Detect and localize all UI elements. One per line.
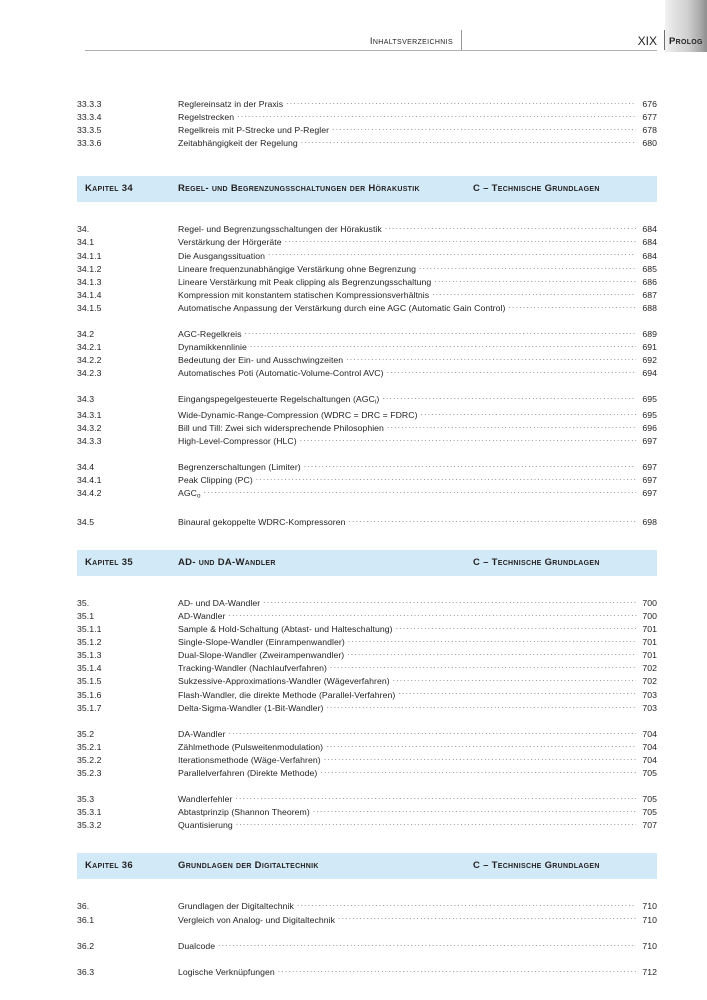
toc-entry-page-number: 705 — [642, 794, 657, 805]
toc-group — [77, 793, 657, 832]
toc-entry-number: 34.1.2 — [77, 263, 102, 274]
toc-entry-number: 34.5 — [77, 516, 95, 527]
toc-entry[interactable] — [77, 636, 657, 649]
toc-leader-dots — [304, 461, 636, 470]
toc-entry-number: 34.3.2 — [77, 422, 102, 433]
toc-leader-dots — [348, 636, 636, 645]
toc-entry-label — [178, 393, 379, 408]
toc-entry-label: Wandlerfehler — [178, 794, 233, 805]
toc-entry-number: 35.3 — [77, 794, 95, 805]
toc-entry-label: Single-Slope-Wandler (Einrampenwandler) — [178, 637, 345, 648]
toc-entry-label: Grundlagen der Digitaltechnik — [178, 901, 294, 912]
toc-entry-number: 35.3.2 — [77, 820, 102, 831]
toc-entry[interactable] — [77, 793, 657, 806]
chapter-band-spacer — [77, 576, 657, 597]
page-running-header — [0, 0, 707, 60]
toc-entry-page-number: 701 — [642, 637, 657, 648]
toc-leader-dots — [256, 474, 636, 483]
toc-entry-number: 35.2.2 — [77, 754, 102, 765]
toc-entry[interactable] — [77, 940, 657, 953]
table-of-contents — [77, 98, 657, 979]
toc-entry[interactable] — [77, 819, 657, 832]
toc-leader-dots — [396, 623, 636, 632]
toc-entry[interactable] — [77, 111, 657, 124]
toc-entry-page-number: 712 — [642, 966, 657, 977]
toc-leader-dots — [382, 393, 635, 402]
toc-entry[interactable] — [77, 263, 657, 276]
toc-leader-dots — [218, 940, 635, 949]
toc-entry-page-number: 703 — [642, 689, 657, 700]
toc-leader-dots — [346, 354, 635, 363]
toc-entry-label: Tracking-Wandler (Nachlaufverfahren) — [178, 663, 327, 674]
toc-entry[interactable] — [77, 806, 657, 819]
toc-entry[interactable] — [77, 487, 657, 502]
toc-entry-page-number: 684 — [642, 224, 657, 235]
toc-entry-number: 35.1.5 — [77, 676, 102, 687]
toc-entry-page-number: 701 — [642, 624, 657, 635]
toc-leader-dots — [263, 597, 635, 606]
toc-entry-label: Dualcode — [178, 940, 216, 951]
toc-entry-page-number: 697 — [642, 436, 657, 447]
toc-entry-number: 34.3 — [77, 394, 95, 405]
chapter-title: AD- und DA-Wandler — [178, 556, 276, 568]
toc-leader-dots — [278, 966, 636, 975]
toc-leader-dots — [324, 754, 636, 763]
toc-leader-dots — [286, 98, 635, 107]
toc-entry-label: Die Ausgangssituation — [178, 250, 266, 261]
toc-entry-number: 33.3.5 — [77, 125, 102, 136]
toc-leader-dots — [385, 223, 636, 232]
toc-entry-number: 34.2.3 — [77, 368, 102, 379]
toc-leader-dots — [347, 649, 635, 658]
toc-leader-dots — [244, 328, 635, 337]
toc-entry[interactable] — [77, 702, 657, 715]
toc-entry-label: Automatische Anpassung der Verstärkung durch eine AGC (Automatic Gain Control) — [178, 302, 506, 313]
toc-leader-dots — [326, 702, 635, 711]
toc-entry[interactable] — [77, 741, 657, 754]
toc-entry[interactable] — [77, 623, 657, 636]
toc-entry-label: Sukzessive-Approximations-Wandler (Wägeverfahren) — [178, 676, 390, 687]
toc-entry-label: Abtastprinzip (Shannon Theorem) — [178, 807, 310, 818]
toc-entry-number: 34.4.1 — [77, 475, 102, 486]
toc-entry-page-number: 689 — [642, 329, 657, 340]
toc-entry[interactable] — [77, 223, 657, 236]
toc-entry-number: 34.3.1 — [77, 409, 102, 420]
toc-entry-page-number: 684 — [642, 237, 657, 248]
toc-entry[interactable] — [77, 250, 657, 263]
toc-entry-label: Kompression mit konstantem statischen Kompressionsverhältnis — [178, 289, 430, 300]
chapter-band-spacer — [77, 202, 657, 223]
toc-entry-page-number: 678 — [642, 125, 657, 136]
toc-entry-page-number: 704 — [642, 754, 657, 765]
toc-entry-number: 35.1.7 — [77, 702, 102, 713]
toc-leader-dots — [229, 728, 636, 737]
toc-entry-label: Peak Clipping (PC) — [178, 475, 253, 486]
toc-entry-label: Lineare frequenzunabhängige Verstärkung ohne Begrenzung — [178, 263, 416, 274]
toc-leader-dots — [432, 289, 635, 298]
toc-entry-page-number: 700 — [642, 611, 657, 621]
toc-entry-label: Reglereinsatz in der Praxis — [178, 99, 284, 109]
toc-leader-dots — [204, 487, 636, 496]
toc-entry[interactable] — [77, 675, 657, 688]
toc-entry-number: 36.2 — [77, 940, 95, 951]
toc-leader-dots — [268, 250, 635, 259]
toc-entry-label: Regelstrecken — [178, 112, 235, 123]
toc-leader-dots — [297, 900, 636, 909]
toc-entry-page-number: 702 — [642, 663, 657, 674]
toc-entry-label: Vergleich von Analog- und Digitaltechnik — [178, 914, 336, 925]
toc-entry-number: 34.4.2 — [77, 488, 102, 499]
toc-entry-page-number: 697 — [642, 462, 657, 473]
toc-leader-dots — [326, 741, 635, 750]
toc-entry[interactable] — [77, 610, 657, 623]
chapter-number-label: Kapitel 34 — [85, 183, 133, 195]
toc-entry-number: 34.1.3 — [77, 276, 102, 287]
toc-entry[interactable] — [77, 435, 657, 448]
toc-entry-page-number: 705 — [642, 807, 657, 818]
toc-leader-dots — [229, 610, 639, 619]
toc-entry-label: Wide-Dynamic-Range-Compression (WDRC = DRC = FDRC) — [178, 409, 418, 420]
chapter-band-spacer — [77, 879, 657, 900]
toc-entry-label: Binaural gekoppelte WDRC-Kompressoren — [178, 516, 346, 527]
toc-group — [77, 393, 657, 448]
toc-group-spacer — [77, 780, 657, 793]
toc-entry-label: AD-Wandler — [178, 611, 226, 621]
toc-entry-page-number: 677 — [642, 112, 657, 123]
toc-entry-number: 35.2.1 — [77, 741, 102, 752]
toc-entry-label: Sample & Hold-Schaltung (Abtast- und Halteschaltung) — [178, 624, 393, 635]
toc-entry[interactable] — [77, 98, 657, 111]
header-tab-label: Prolog — [669, 36, 703, 47]
toc-entry-page-number: 701 — [642, 650, 657, 661]
chapter-number-label: Kapitel 36 — [85, 860, 133, 872]
toc-leader-dots — [300, 435, 636, 444]
toc-entry[interactable] — [77, 914, 657, 927]
toc-leader-dots — [338, 914, 635, 923]
toc-entry[interactable] — [77, 754, 657, 767]
toc-entry-number: 35.1.1 — [77, 624, 102, 635]
toc-entry-number: 34.1.1 — [77, 250, 102, 261]
toc-entry-page-number: 703 — [642, 702, 657, 713]
toc-entry-label: Zählmethode (Pulsweitenmodulation) — [178, 741, 324, 752]
toc-entry[interactable] — [77, 137, 657, 150]
toc-entry-page-number: 710 — [642, 901, 657, 912]
toc-group-spacer — [77, 715, 657, 728]
chapter-part-label: C – Technische Grundlagen — [473, 183, 600, 195]
toc-entry-label: AGC-Regelkreis — [178, 329, 242, 340]
toc-entry-page-number: 702 — [642, 676, 657, 687]
toc-entry[interactable] — [77, 328, 657, 341]
toc-entry-label-text: Eingangspegelgesteuerte Regelschaltungen (AGC — [178, 394, 375, 405]
toc-entry-label: Bedeutung der Ein- und Ausschwingzeiten — [178, 355, 344, 366]
toc-entry[interactable] — [77, 422, 657, 435]
toc-entry[interactable] — [77, 662, 657, 675]
toc-leader-dots — [285, 236, 636, 245]
toc-group-spacer — [77, 380, 657, 393]
toc-entry-number: 33.3.4 — [77, 112, 102, 123]
chapter-header-band — [77, 176, 657, 202]
toc-entry-label: DA-Wandler — [178, 728, 226, 739]
toc-entry-label: Lineare Verstärkung mit Peak clipping als Begrenzungsschaltung — [178, 276, 432, 287]
toc-entry-label: Iterationsmethode (Wäge-Verfahren) — [178, 754, 321, 765]
toc-entry-number: 36.3 — [77, 966, 95, 977]
toc-entry-label-subscript: o — [196, 492, 201, 500]
toc-entry[interactable] — [77, 302, 657, 315]
toc-leader-dots — [421, 409, 636, 418]
toc-entry-page-number: 697 — [642, 488, 657, 499]
toc-group-spacer — [77, 953, 657, 966]
toc-leader-dots — [434, 276, 635, 285]
toc-group-spacer — [77, 927, 657, 940]
toc-entry-label: Logische Verknüpfungen — [178, 966, 275, 977]
toc-entry-number: 36.1 — [77, 914, 95, 925]
toc-entry[interactable] — [77, 597, 657, 610]
toc-entry-number: 35. — [77, 597, 90, 608]
toc-entry-page-number: 687 — [642, 289, 657, 300]
toc-entry-label: Regelkreis mit P-Strecke und P-Regler — [178, 125, 330, 136]
toc-entry-page-number: 705 — [642, 768, 657, 779]
toc-entry[interactable] — [77, 516, 657, 529]
toc-entry-label: Delta-Sigma-Wandler (1-Bit-Wandler) — [178, 702, 324, 713]
toc-entry-page-number: 707 — [642, 820, 657, 831]
toc-entry-label: Dynamikkennlinie — [178, 342, 247, 353]
toc-entry[interactable] — [77, 236, 657, 249]
toc-entry-number: 35.1 — [77, 611, 95, 621]
toc-entry-label — [178, 487, 201, 502]
toc-entry[interactable] — [77, 289, 657, 302]
toc-entry-page-number: 688 — [642, 302, 657, 313]
toc-group — [77, 223, 657, 315]
toc-group — [77, 728, 657, 780]
toc-entry-page-number: 704 — [642, 728, 657, 739]
toc-entry[interactable] — [77, 689, 657, 702]
toc-entry-page-number: 692 — [642, 355, 657, 366]
toc-leader-dots — [332, 124, 635, 133]
toc-entry-number: 34.1.5 — [77, 302, 102, 313]
toc-entry-label: Flash-Wandler, die direkte Methode (Parallel-Verfahren) — [178, 689, 396, 700]
toc-entry-number: 36. — [77, 901, 90, 912]
toc-entry-label: Zeitabhängigkeit der Regelung — [178, 138, 298, 149]
toc-entry-page-number: 696 — [642, 422, 657, 433]
chapter-part-label: C – Technische Grundlagen — [473, 860, 600, 872]
toc-leader-dots — [348, 516, 635, 525]
toc-entry-page-number: 694 — [642, 368, 657, 379]
toc-entry-number: 35.2.3 — [77, 768, 102, 779]
toc-entry-label: High-Level-Compressor (HLC) — [178, 436, 297, 447]
toc-entry-label-subscript: i — [374, 398, 377, 406]
toc-leader-dots — [419, 263, 636, 272]
toc-entry[interactable] — [77, 474, 657, 487]
toc-entry-label: AD- und DA-Wandler — [178, 597, 261, 608]
toc-entry-page-number: 691 — [642, 342, 657, 353]
toc-entry-number: 34.4 — [77, 462, 95, 473]
chapter-part-label: C – Technische Grundlagen — [473, 556, 600, 568]
toc-entry-number: 34.1.4 — [77, 289, 102, 300]
toc-entry-page-number: 695 — [642, 394, 657, 405]
toc-leader-dots — [236, 819, 636, 828]
toc-leader-dots — [301, 137, 636, 146]
toc-entry-number: 33.3.3 — [77, 99, 102, 109]
toc-entry-number: 34. — [77, 224, 90, 235]
toc-entry-label-tail: ) — [376, 394, 380, 405]
toc-group — [77, 328, 657, 380]
chapter-spacer — [77, 832, 657, 853]
toc-group — [77, 516, 657, 529]
toc-entry-number: 34.3.3 — [77, 436, 102, 447]
toc-group — [77, 940, 657, 953]
toc-leader-dots — [237, 111, 635, 120]
toc-entry[interactable] — [77, 367, 657, 380]
toc-leader-dots — [398, 689, 635, 698]
toc-leader-dots — [387, 422, 636, 431]
toc-entry-number: 34.2.2 — [77, 355, 102, 366]
toc-entry-page-number: 710 — [642, 914, 657, 925]
toc-entry-label: Regel- und Begrenzungsschaltungen der Hörakustik — [178, 224, 382, 235]
toc-entry[interactable] — [77, 649, 657, 662]
header-tab-divider — [664, 30, 665, 50]
toc-entry[interactable] — [77, 341, 657, 354]
chapter-title: Regel- und Begrenzungsschaltungen der Hörakustik — [178, 183, 420, 195]
toc-entry-page-number: 680 — [642, 138, 657, 149]
toc-entry-label: Quantisierung — [178, 820, 233, 831]
toc-leader-dots — [313, 806, 636, 815]
toc-entry-label: Begrenzerschaltungen (Limiter) — [178, 462, 301, 473]
toc-entry[interactable] — [77, 966, 657, 979]
toc-entry-number: 34.2.1 — [77, 342, 102, 353]
toc-entry-page-number: 710 — [642, 940, 657, 951]
header-divider — [461, 30, 462, 50]
toc-entry[interactable] — [77, 767, 657, 780]
toc-entry[interactable] — [77, 728, 657, 741]
toc-entry-label: Parallelverfahren (Direkte Methode) — [178, 768, 318, 779]
toc-entry-number: 35.3.1 — [77, 807, 102, 818]
toc-entry-page-number: 704 — [642, 741, 657, 752]
toc-leader-dots — [330, 662, 636, 671]
toc-entry[interactable] — [77, 393, 657, 408]
toc-leader-dots — [387, 367, 636, 376]
toc-group — [77, 900, 657, 926]
toc-entry-label-text: AGC — [178, 488, 197, 499]
toc-entry-label: Verstärkung der Hörgeräte — [178, 237, 282, 248]
chapter-header-band — [77, 550, 657, 576]
toc-entry-page-number: 698 — [642, 516, 657, 527]
toc-entry-page-number: 695 — [642, 409, 657, 420]
toc-entry[interactable] — [77, 124, 657, 137]
toc-entry-number: 35.1.6 — [77, 689, 102, 700]
toc-group-spacer — [77, 315, 657, 328]
toc-leader-dots — [393, 675, 636, 684]
toc-entry-number: 34.2 — [77, 329, 95, 340]
header-rule — [85, 50, 657, 51]
chapter-header-band — [77, 853, 657, 879]
toc-entry-page-number: 697 — [642, 475, 657, 486]
toc-entry[interactable] — [77, 409, 657, 422]
chapter-title: Grundlagen der Digitaltechnik — [178, 860, 319, 872]
toc-entry-page-number: 686 — [642, 276, 657, 287]
toc-entry-number: 35.1.4 — [77, 663, 102, 674]
toc-entry-page-number: 684 — [642, 250, 657, 261]
chapter-spacer — [77, 150, 657, 176]
toc-entry-label: Automatisches Poti (Automatic-Volume-Control AVC) — [178, 368, 384, 379]
toc-group-spacer — [77, 448, 657, 461]
toc-entry-page-number: 685 — [642, 263, 657, 274]
toc-group — [77, 461, 657, 503]
chapter-spacer — [77, 529, 657, 550]
toc-entry[interactable] — [77, 900, 657, 913]
header-page-number: XIX — [637, 34, 657, 48]
chapter-number-label: Kapitel 35 — [85, 556, 133, 568]
toc-group-spacer — [77, 503, 657, 516]
header-title: Inhaltsverzeichnis — [369, 36, 453, 47]
toc-entry[interactable] — [77, 354, 657, 367]
toc-leader-dots — [508, 302, 635, 311]
toc-entry-page-number: 700 — [642, 597, 657, 608]
toc-entry-label: Bill und Till: Zwei sich widersprechende Philosophien — [178, 422, 384, 433]
toc-group — [77, 597, 657, 715]
toc-leader-dots — [320, 767, 635, 776]
toc-group-continued — [77, 98, 657, 150]
toc-leader-dots — [250, 341, 636, 350]
toc-entry-number: 34.1 — [77, 237, 95, 248]
toc-entry[interactable] — [77, 276, 657, 289]
toc-entry-number: 35.1.3 — [77, 650, 102, 661]
toc-entry-number: 35.2 — [77, 728, 95, 739]
toc-entry-number: 35.1.2 — [77, 637, 102, 648]
toc-entry-page-number: 676 — [642, 99, 657, 109]
toc-leader-dots — [235, 793, 635, 802]
toc-group — [77, 966, 657, 979]
toc-entry[interactable] — [77, 461, 657, 474]
toc-entry-label: Dual-Slope-Wandler (Zweirampenwandler) — [178, 650, 345, 661]
toc-entry-number: 33.3.6 — [77, 138, 102, 149]
